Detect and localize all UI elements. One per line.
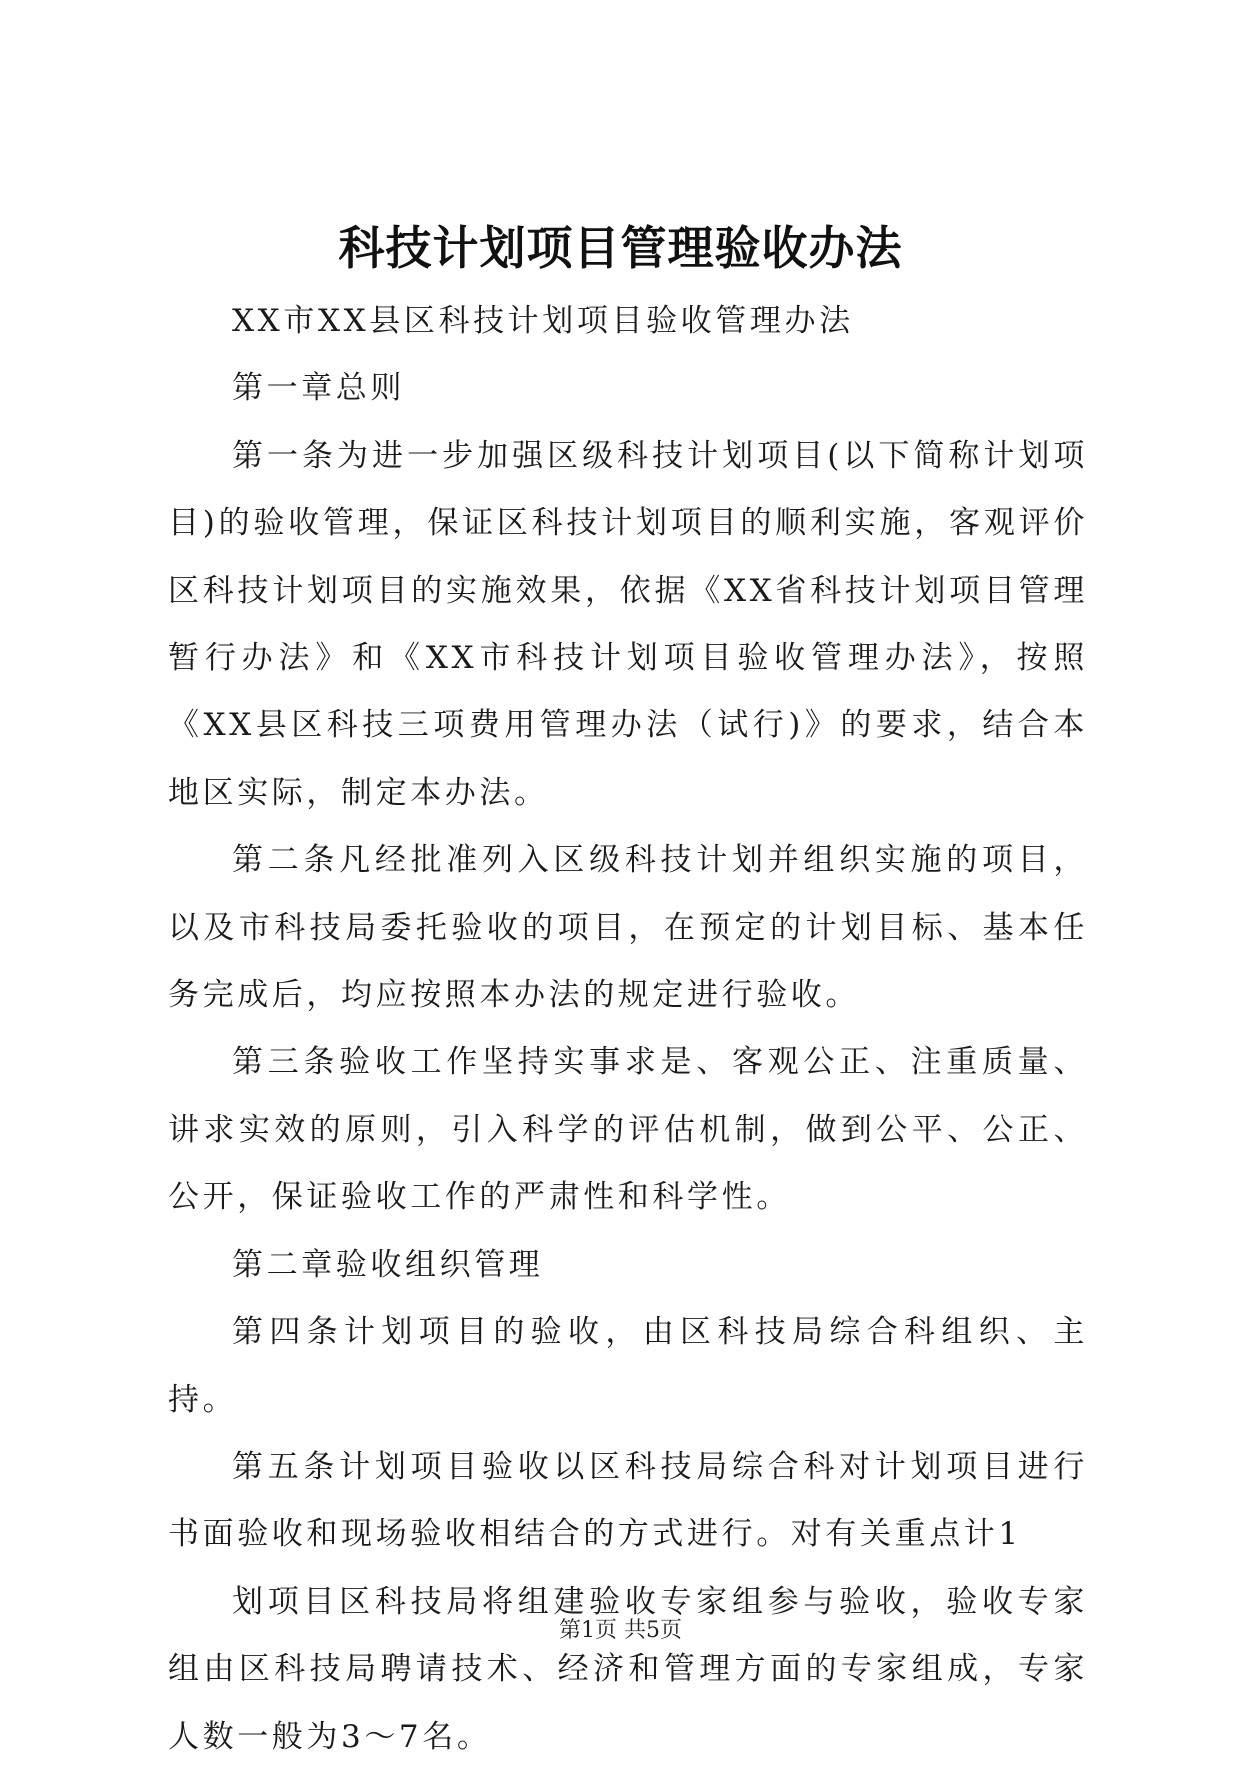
- paragraph: 第三条验收工作坚持实事求是、客观公正、注重质量、讲求实效的原则，引入科学的评估机制，做到公平、公正、公开，保证验收工作的严肃性和科学性。: [168, 1044, 1088, 1216]
- paragraph: 第二条凡经批准列入区级科技计划并组织实施的项目，以及市科技局委托验收的项目，在预定的计划目标、基本任务完成后，均应按照本办法的规定进行验收。: [168, 842, 1088, 1014]
- paragraph: 第四条计划项目的验收，由区科技局综合科组织、主持。: [168, 1314, 1088, 1418]
- paragraph: XX市XX县区科技计划项目验收管理办法: [232, 303, 854, 339]
- document-title: 科技计划项目管理验收办法: [338, 221, 903, 275]
- paragraph: 第一章总则: [232, 370, 405, 407]
- paragraph: 第五条计划项目验收以区科技局综合科对计划项目进行书面验收和现场验收相结合的方式进行。对有关重点计1: [168, 1448, 1088, 1553]
- paragraph: 第一条为进一步加强区级科技计划项目(以下简称计划项目)的验收管理，保证区科技计划项目的顺利实施，客观评价区科技计划项目的实施效果，依据《XX省科技计划项目管理暂行办法》和《XX市科技计划项目验收管理办法》，按照《XX县区科技三项费用管理办法（试行)》的要求，结合本地区实际，制定本办法。: [168, 437, 1088, 811]
- paragraph: 第二章验收组织管理: [232, 1246, 544, 1283]
- document-body: [168, 288, 1088, 1771]
- page-footer: 第1页 共5页: [559, 1618, 682, 1643]
- paragraph: 划项目区科技局将组建验收专家组参与验收，验收专家组由区科技局聘请技术、经济和管理方面的专家组成，专家人数一般为3～7名。: [168, 1583, 1088, 1755]
